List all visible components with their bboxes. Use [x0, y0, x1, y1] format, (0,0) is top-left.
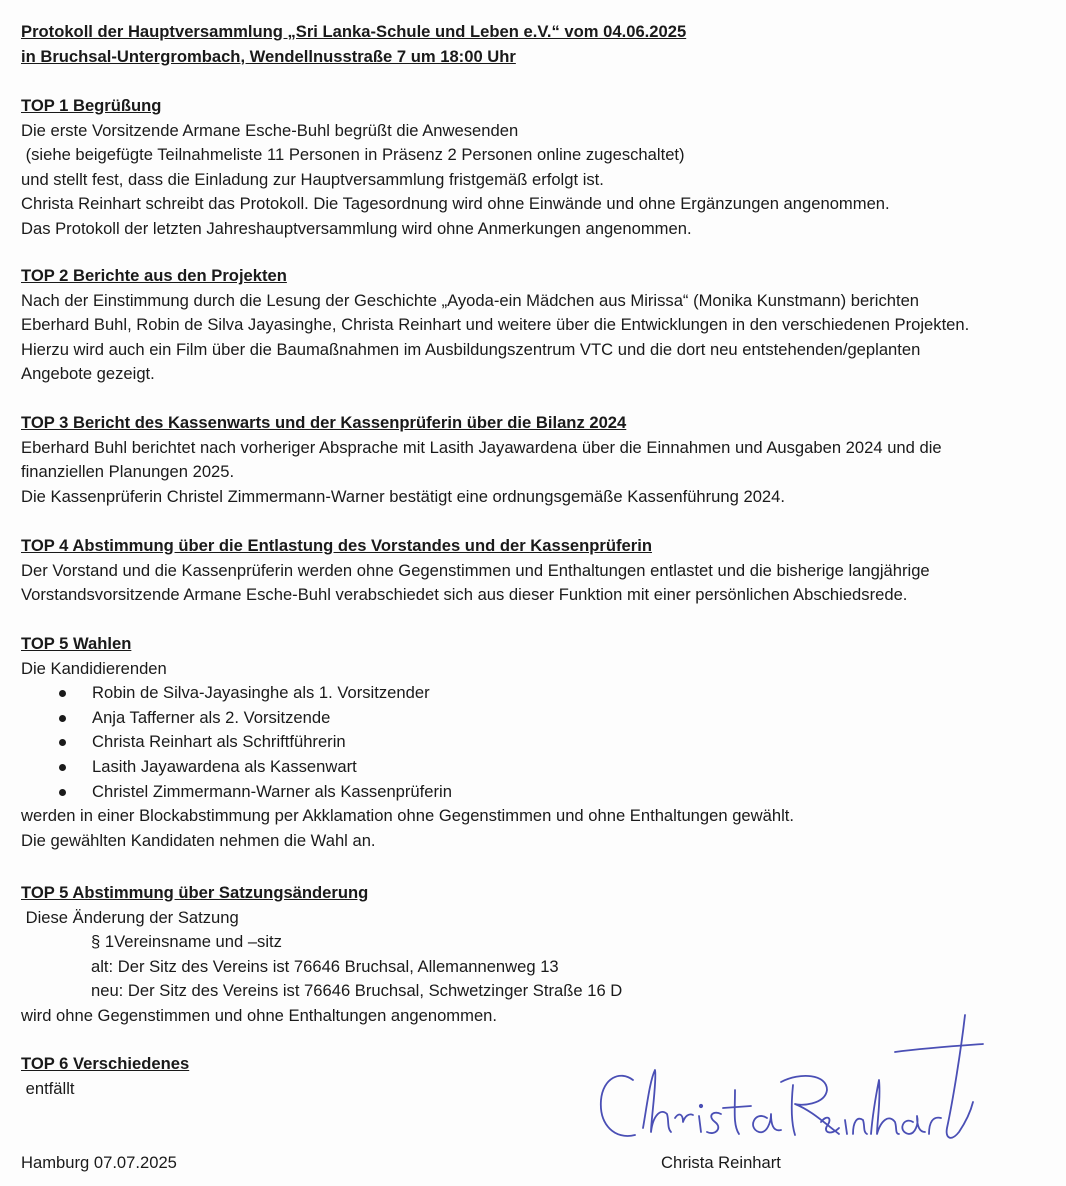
section-top4 — [21, 534, 930, 608]
section-heading: TOP 1 Begrüßung — [21, 96, 162, 115]
section-heading: TOP 5 Wahlen — [21, 634, 132, 653]
place-date: Hamburg 07.07.2025 — [21, 1153, 177, 1172]
section-top1 — [21, 94, 890, 242]
paragraph-line: entfällt — [21, 1078, 75, 1098]
paragraph-line: Vorstandsvorsitzende Armane Esche-Buhl verabschiedet sich aus dieser Funktion mit einer persönlichen Abschiedsrede. — [21, 585, 908, 605]
paragraph-line: Die gewählten Kandidaten nehmen die Wahl an. — [21, 830, 376, 850]
indented-line: § 1Vereinsname und –sitz — [91, 932, 282, 952]
paragraph-line: finanziellen Planungen 2025. — [21, 462, 235, 482]
paragraph-line: Die erste Vorsitzende Armane Esche-Buhl begrüßt die Anwesenden — [21, 120, 519, 140]
section-top3 — [21, 411, 942, 509]
paragraph-line: Nach der Einstimmung durch die Lesung der Geschichte „Ayoda-ein Mädchen aus Mirissa“ (Monika Kunstmann) berichten — [21, 290, 920, 310]
section-heading: TOP 2 Berichte aus den Projekten — [21, 266, 287, 285]
candidate-item: Christel Zimmermann-Warner als Kassenprüferin — [21, 780, 794, 805]
indented-line: neu: Der Sitz des Vereins ist 76646 Bruchsal, Schwetzinger Straße 16 D — [91, 981, 623, 1001]
signature-name: Christa Reinhart — [661, 1153, 781, 1172]
title-line-2: in Bruchsal-Untergrombach, Wendellnusstraße 7 um 18:00 Uhr — [21, 46, 516, 66]
candidate-item: Robin de Silva-Jayasinghe als 1. Vorsitzender — [21, 681, 794, 706]
document-title — [21, 20, 686, 69]
paragraph-line: werden in einer Blockabstimmung per Akklamation ohne Gegenstimmen und ohne Enthaltungen gewählt. — [21, 806, 795, 826]
section-heading: TOP 3 Bericht des Kassenwarts und der Kassenprüferin über die Bilanz 2024 — [21, 413, 627, 432]
title-line-1: Protokoll der Hauptversammlung „Sri Lanka-Schule und Leben e.V.“ vom 04.06.2025 — [21, 22, 687, 41]
section-top2 — [21, 264, 969, 387]
indented-line: alt: Der Sitz des Vereins ist 76646 Bruchsal, Allemannenweg 13 — [91, 956, 559, 976]
section-heading: TOP 6 Verschiedenes — [21, 1054, 190, 1073]
candidate-item: Lasith Jayawardena als Kassenwart — [21, 755, 794, 780]
signature-graphic — [595, 1010, 985, 1150]
paragraph-line: Der Vorstand und die Kassenprüferin werden ohne Gegenstimmen und Enthaltungen entlastet und die bisherige langjährige — [21, 560, 930, 580]
candidate-list — [21, 681, 794, 804]
paragraph-line: Eberhard Buhl berichtet nach vorheriger Absprache mit Lasith Jayawardena über die Einnahmen und Ausgaben 2024 und die — [21, 437, 942, 457]
section-heading: TOP 5 Abstimmung über Satzungsänderung — [21, 883, 369, 902]
section-top5-statute — [21, 881, 622, 1029]
section-heading: TOP 4 Abstimmung über die Entlastung des Vorstandes und der Kassenprüferin — [21, 536, 652, 555]
paragraph-line: Die Kassenprüferin Christel Zimmermann-Warner bestätigt eine ordnungsgemäße Kassenführung 2024. — [21, 486, 786, 506]
section-top5-elections — [21, 632, 794, 853]
paragraph-line: Angebote gezeigt. — [21, 364, 155, 384]
paragraph-line: Christa Reinhart schreibt das Protokoll. Die Tagesordnung wird ohne Einwände und ohne Ergänzungen angenommen. — [21, 194, 890, 214]
candidate-item: Anja Tafferner als 2. Vorsitzende — [21, 706, 794, 731]
paragraph-line: (siehe beigefügte Teilnahmeliste 11 Personen in Präsenz 2 Personen online zugeschaltet) — [21, 145, 685, 165]
paragraph-line: Diese Änderung der Satzung — [21, 907, 239, 927]
paragraph-line: Eberhard Buhl, Robin de Silva Jayasinghe, Christa Reinhart und weitere über die Entwicklungen in den verschiedenen Projekten. — [21, 315, 970, 335]
paragraph-line: Das Protokoll der letzten Jahreshauptversammlung wird ohne Anmerkungen angenommen. — [21, 218, 692, 238]
section-top6 — [21, 1052, 189, 1101]
paragraph-line: wird ohne Gegenstimmen und ohne Enthaltungen angenommen. — [21, 1005, 498, 1025]
paragraph-line: Die Kandidierenden — [21, 658, 167, 678]
candidate-item: Christa Reinhart als Schriftführerin — [21, 730, 794, 755]
paragraph-line: und stellt fest, dass die Einladung zur Hauptversammlung fristgemäß erfolgt ist. — [21, 169, 604, 189]
paragraph-line: Hierzu wird auch ein Film über die Baumaßnahmen im Ausbildungszentrum VTC und die dort neu entstehenden/geplanten — [21, 339, 921, 359]
